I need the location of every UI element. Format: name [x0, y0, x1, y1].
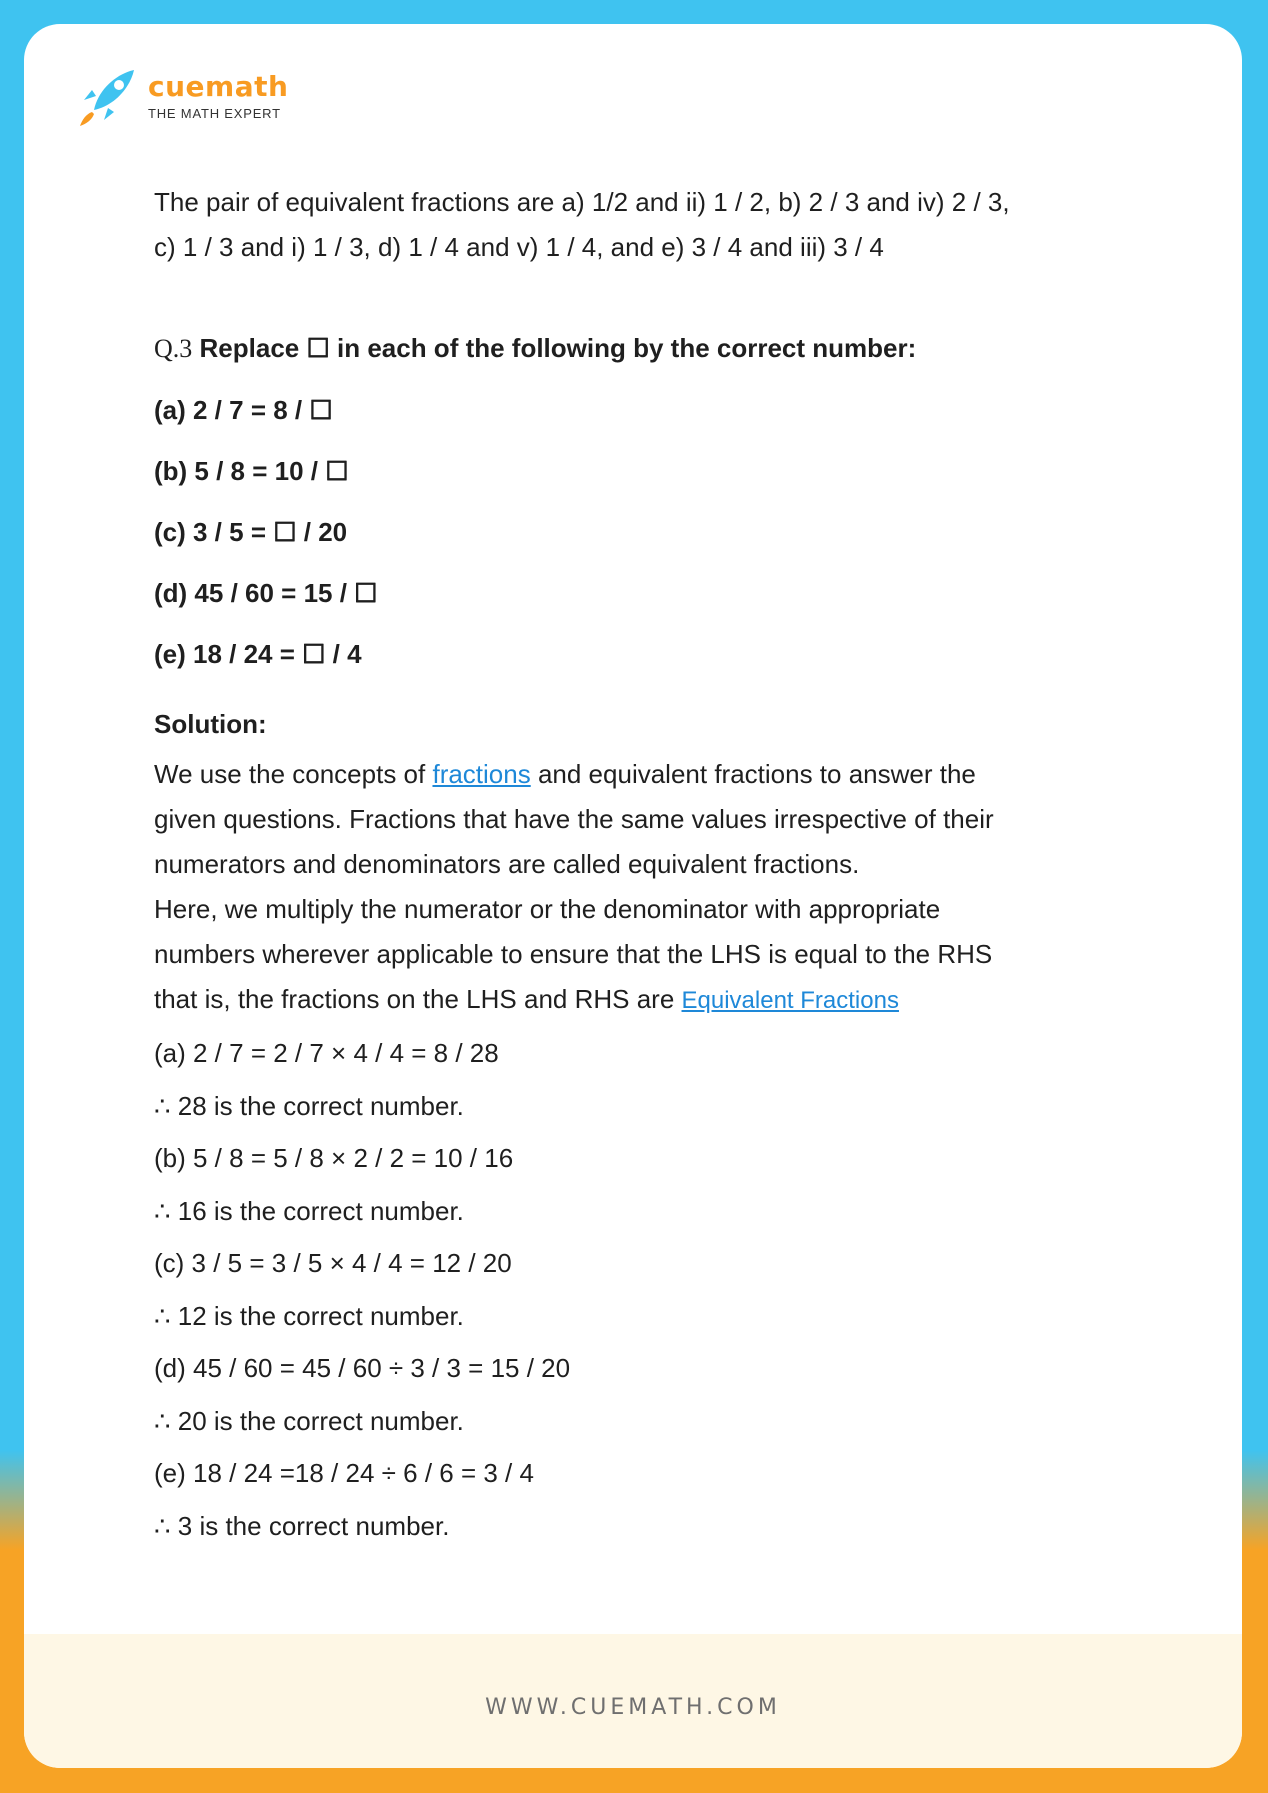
solution-text: numerators and denominators are called equivalent fractions.	[154, 849, 860, 879]
question-text: Replace ☐ in each of the following by the correct number:	[199, 333, 917, 363]
question-number: Q.3	[154, 334, 193, 363]
solution-step: ∴ 16 is the correct number.	[154, 1195, 464, 1226]
solution-step: ∴ 3 is the correct number.	[154, 1510, 450, 1541]
question-item: (c) 3 / 5 = ☐ / 20	[154, 517, 348, 547]
solution-step: ∴ 28 is the correct number.	[154, 1090, 464, 1121]
intro-paragraph	[154, 180, 1134, 270]
solution-text: We use the concepts of	[154, 759, 433, 789]
intro-line: The pair of equivalent fractions are a) 1/2 and ii) 1 / 2, b) 2 / 3 and iv) 2 / 3,	[154, 187, 1010, 217]
brand-tagline: THE MATH EXPERT	[148, 105, 281, 121]
equivalent-fractions-link[interactable]: Equivalent Fractions	[681, 987, 899, 1014]
solution-steps	[154, 1027, 1134, 1552]
footer	[24, 1634, 1242, 1768]
solution-step: (d) 45 / 60 = 45 / 60 ÷ 3 / 3 = 15 / 20	[154, 1353, 571, 1383]
solution-explanation	[154, 752, 1134, 1023]
question-item: (e) 18 / 24 = ☐ / 4	[154, 639, 362, 669]
solution-step: (c) 3 / 5 = 3 / 5 × 4 / 4 = 12 / 20	[154, 1248, 512, 1278]
content	[154, 180, 1134, 1552]
cuemath-logo[interactable]	[72, 60, 288, 132]
question-item: (a) 2 / 7 = 8 / ☐	[154, 395, 333, 425]
question-item: (b) 5 / 8 = 10 / ☐	[154, 456, 349, 486]
brand-name: cuemath	[148, 69, 289, 103]
footer-url[interactable]: WWW.CUEMATH.COM	[485, 1694, 781, 1720]
solution-step: (e) 18 / 24 =18 / 24 ÷ 6 / 6 = 3 / 4	[154, 1458, 534, 1488]
solution-text: numbers wherever applicable to ensure that the LHS is equal to the RHS	[154, 939, 993, 969]
solution-text: that is, the fractions on the LHS and RHS are	[154, 984, 682, 1014]
solution-step: (b) 5 / 8 = 5 / 8 × 2 / 2 = 10 / 16	[154, 1143, 514, 1173]
solution-label: Solution:	[154, 709, 267, 739]
intro-line: c) 1 / 3 and i) 1 / 3, d) 1 / 4 and v) 1 / 4, and e) 3 / 4 and iii) 3 / 4	[154, 232, 884, 262]
question-item: (d) 45 / 60 = 15 / ☐	[154, 578, 378, 608]
solution-step: ∴ 12 is the correct number.	[154, 1300, 464, 1331]
fractions-link[interactable]: fractions	[432, 759, 531, 789]
page-card	[24, 24, 1242, 1768]
solution-text: given questions. Fractions that have the same values irrespective of their	[154, 804, 994, 834]
question-title	[154, 328, 1134, 369]
rocket-icon	[72, 60, 144, 132]
solution-step: ∴ 20 is the correct number.	[154, 1405, 464, 1436]
solution-text: and equivalent fractions to answer the	[530, 759, 976, 789]
solution-text: Here, we multiply the numerator or the denominator with appropriate	[154, 894, 941, 924]
solution-step: (a) 2 / 7 = 2 / 7 × 4 / 4 = 8 / 28	[154, 1038, 499, 1068]
